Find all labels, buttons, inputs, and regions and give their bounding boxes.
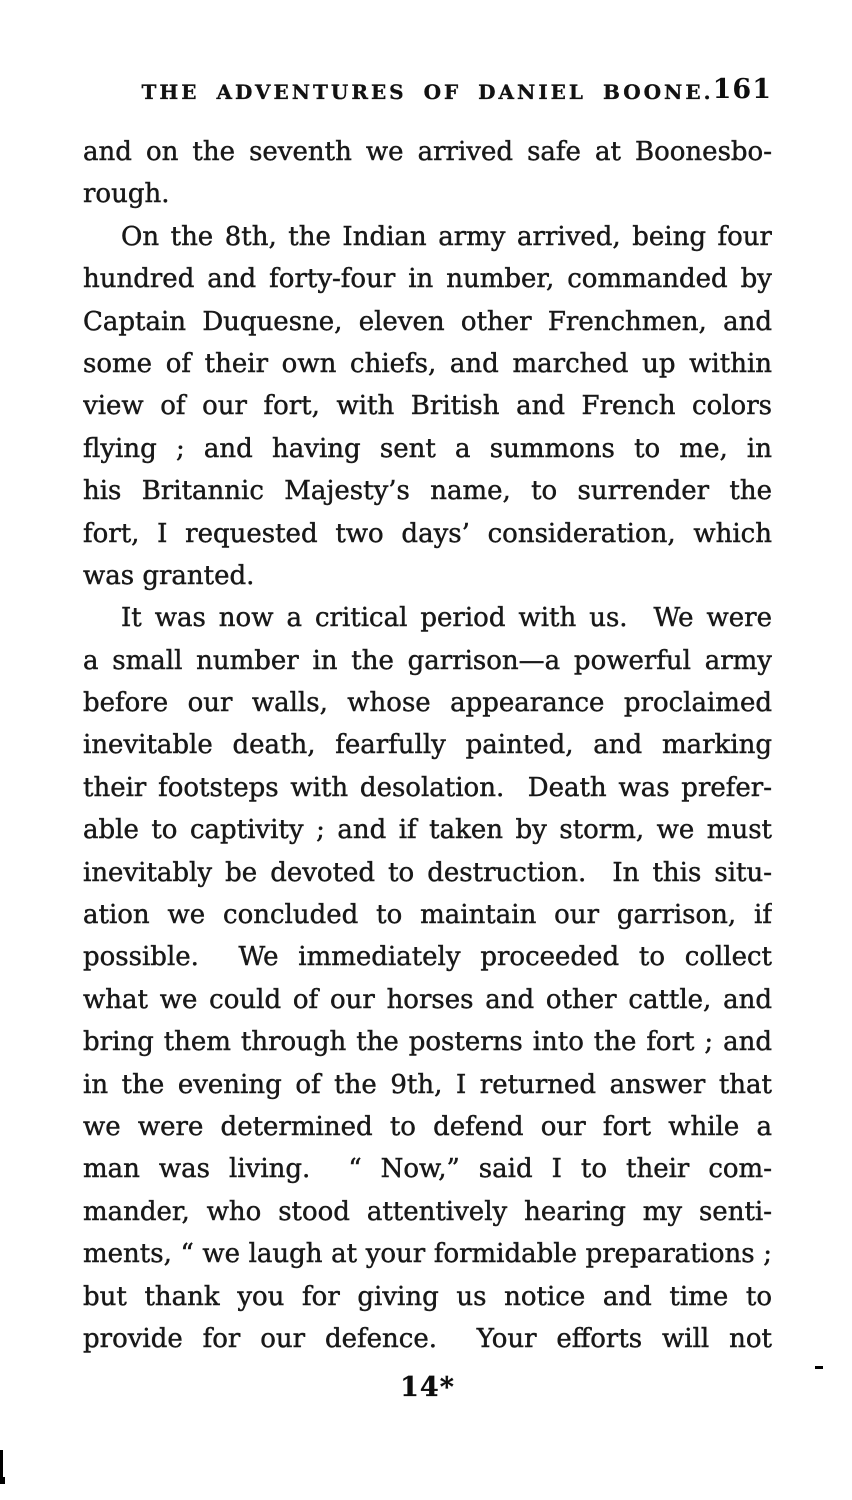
- text-line: fort, I requested two days’ consideration, which: [83, 518, 772, 549]
- scan-artifact-left-edge: [0, 1450, 3, 1484]
- text-line: man was living. “ Now,” said I to their com-: [83, 1154, 772, 1185]
- text-line: their footsteps with desolation. Death was prefer-: [83, 772, 772, 803]
- text-line: bring them through the posterns into the fort ; and: [83, 1027, 772, 1058]
- text-line: ation we concluded to maintain our garrison, if: [83, 900, 772, 931]
- text-line: some of their own chiefs, and marched up within: [83, 348, 772, 379]
- text-line: before our walls, whose appearance proclaimed: [83, 688, 772, 719]
- text-line: we were determined to defend our fort while a: [83, 1111, 772, 1142]
- text-line: able to captivity ; and if taken by storm, we must: [83, 815, 772, 846]
- text-line: It was now a critical period with us. We were: [121, 603, 772, 634]
- text-line: and on the seventh we arrived safe at Boonesbo-: [83, 137, 772, 167]
- body-text-block: [83, 131, 772, 1360]
- text-line: was granted.: [83, 560, 255, 591]
- text-line: Captain Duquesne, eleven other Frenchmen, and: [83, 306, 772, 337]
- text-line: inevitably be devoted to destruction. In this situ-: [83, 857, 772, 888]
- page-header: [83, 74, 772, 110]
- text-line: rough.: [83, 179, 170, 210]
- text-line: flying ; and having sent a summons to me, in: [83, 433, 772, 464]
- text-line: ments, “ we laugh at your formidable preparations ;: [83, 1239, 772, 1270]
- page-footer: [83, 1372, 772, 1403]
- scan-artifact-right-dash: [815, 1366, 823, 1369]
- text-line: his Britannic Majesty’s name, to surrender the: [83, 476, 772, 507]
- text-line: inevitable death, fearfully painted, and marking: [83, 730, 772, 761]
- text-line: view of our fort, with British and French colors: [83, 391, 772, 422]
- text-line: a small number in the garrison—a powerful army: [83, 645, 772, 676]
- page-number: 161: [712, 74, 772, 105]
- text-line: possible. We immediately proceeded to collect: [83, 942, 772, 973]
- text-line: what we could of our horses and other cattle, and: [83, 984, 772, 1015]
- text-line: in the evening of the 9th, I returned answer that: [83, 1069, 772, 1100]
- signature-mark: 14*: [400, 1372, 455, 1403]
- text-line: provide for our defence. Your efforts will not: [83, 1323, 772, 1354]
- text-line: On the 8th, the Indian army arrived, being four: [121, 221, 772, 252]
- text-line: but thank you for giving us notice and time to: [83, 1281, 772, 1312]
- text-line: hundred and forty-four in number, commanded by: [83, 264, 772, 295]
- running-title: THE ADVENTURES OF DANIEL BOONE.: [141, 80, 714, 104]
- text-line: mander, who stood attentively hearing my senti-: [83, 1196, 772, 1227]
